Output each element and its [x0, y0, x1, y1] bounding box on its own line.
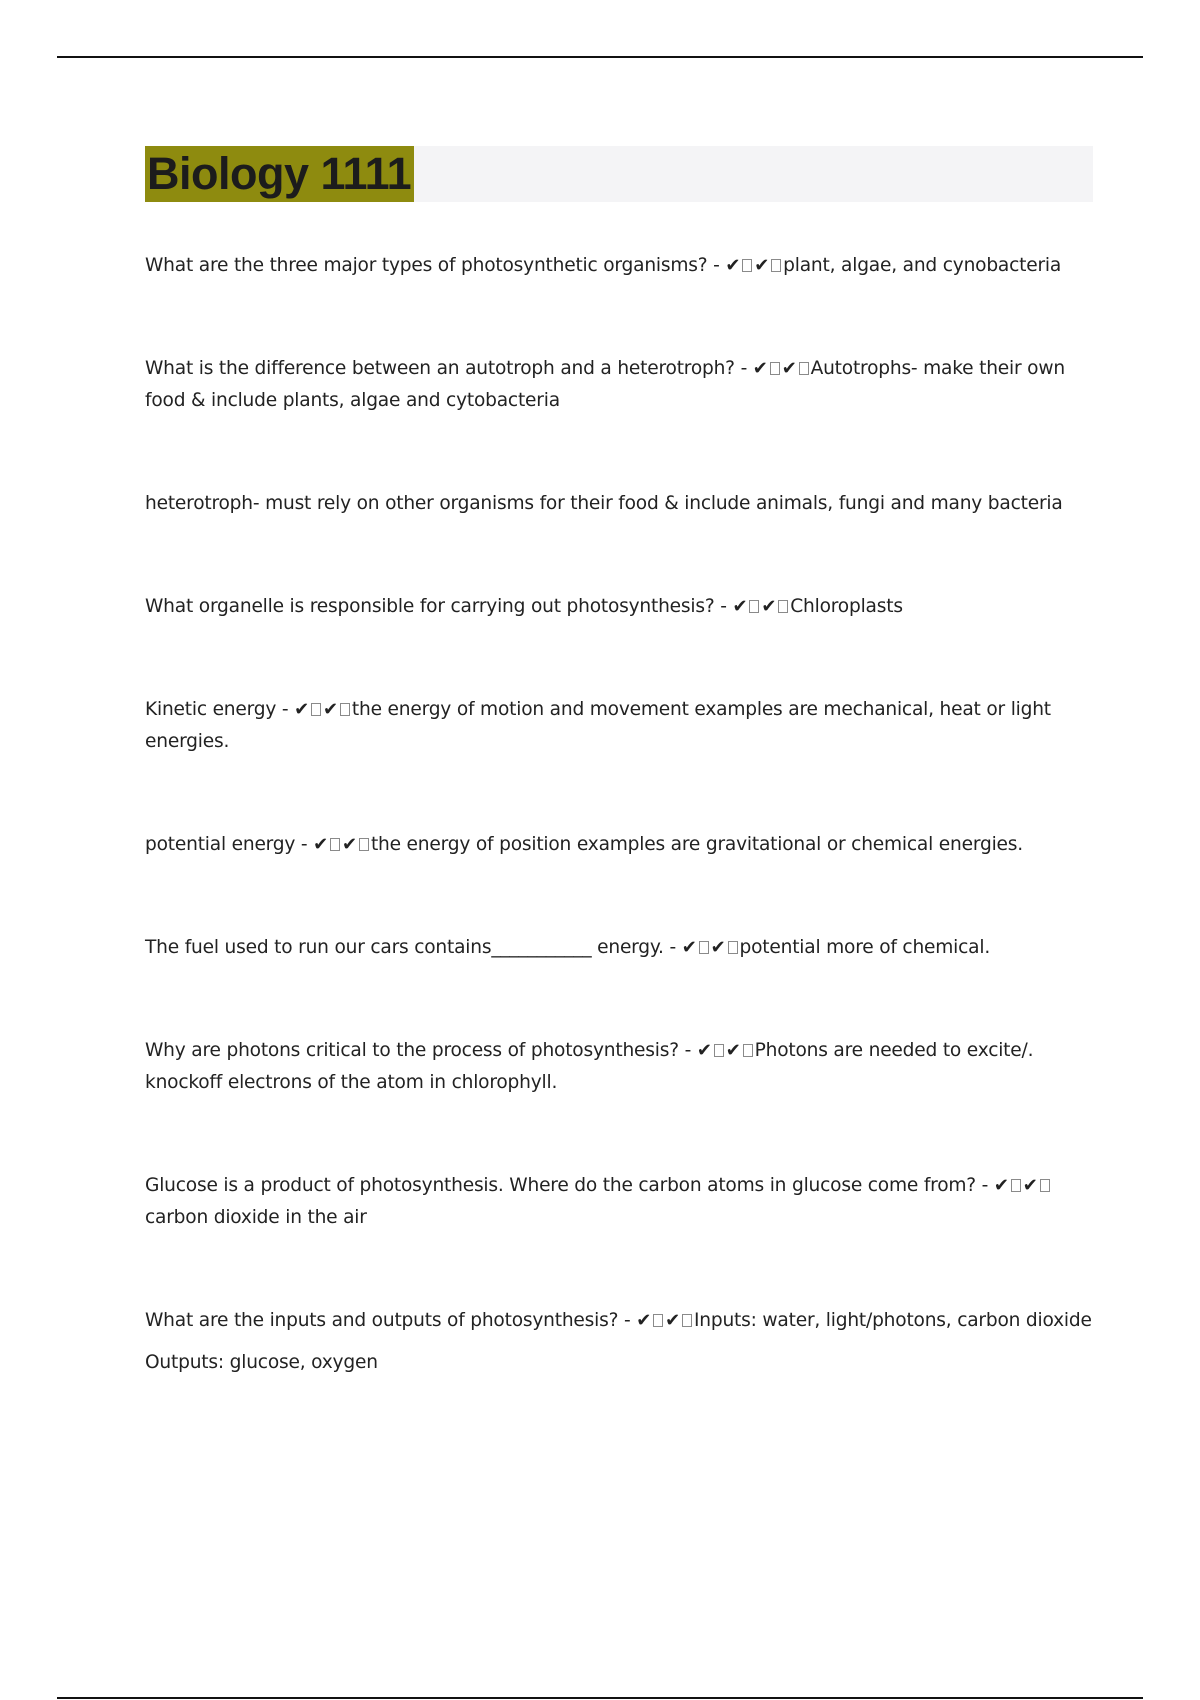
qa-entry [145, 591, 1093, 623]
question-text: The fuel used to run our cars contains___________ energy. - [145, 937, 676, 958]
answer-marker [294, 699, 352, 720]
qa-continuation [145, 488, 1093, 520]
question-text: What are the three major types of photosynthetic organisms? - [145, 255, 720, 276]
empty-box-icon [728, 941, 738, 954]
empty-box-icon [682, 1314, 692, 1327]
question-text: What is the difference between an autotroph and a heterotroph? - [145, 358, 748, 379]
answer-text: potential more of chemical. [739, 937, 991, 958]
empty-box-icon [311, 703, 321, 716]
empty-box-icon [714, 1044, 724, 1057]
answer-marker [994, 1175, 1052, 1196]
empty-box-icon [749, 600, 759, 613]
checkmark-icon: ✔ [294, 699, 309, 720]
answer-marker [313, 834, 371, 855]
empty-box-icon [1011, 1179, 1021, 1192]
empty-box-icon [1040, 1179, 1050, 1192]
answer-marker [753, 358, 811, 379]
checkmark-icon: ✔ [323, 699, 338, 720]
qa-entry [145, 353, 1093, 417]
qa-continuation [145, 1347, 1093, 1379]
empty-box-icon [699, 941, 709, 954]
answer-text: the energy of position examples are gravitational or chemical energies. [370, 834, 1023, 855]
top-rule [57, 56, 1143, 58]
question-text: Glucose is a product of photosynthesis. Where do the carbon atoms in glucose come from? - [145, 1175, 989, 1196]
qa-entry [145, 932, 1093, 964]
checkmark-icon: ✔ [993, 1175, 1009, 1196]
empty-box-icon [799, 362, 809, 375]
answer-text: carbon dioxide in the air [145, 1207, 367, 1228]
question-text: What are the inputs and outputs of photosynthesis? - [145, 1310, 631, 1331]
answer-text: Autotrophs- make their own food & include plants, algae and cytobacteria [145, 358, 1065, 411]
checkmark-icon: ✔ [725, 255, 741, 276]
answer-marker [697, 1040, 755, 1061]
question-text: What organelle is responsible for carrying out photosynthesis? - [145, 596, 727, 617]
checkmark-icon: ✔ [696, 1040, 712, 1061]
answer-text: heterotroph- must rely on other organisms for their food & include animals, fungi and many bacteria [145, 493, 1063, 514]
qa-entry [145, 829, 1093, 861]
checkmark-icon: ✔ [681, 937, 697, 958]
answer-text: Inputs: water, light/photons, carbon dioxide [694, 1310, 1092, 1331]
answer-text: Outputs: glucose, oxygen [145, 1352, 378, 1373]
empty-box-icon [359, 838, 369, 851]
answer-text: the energy of motion and movement examples are mechanical, heat or light energies. [145, 699, 1051, 752]
empty-box-icon [340, 703, 350, 716]
answer-text: Chloroplasts [790, 596, 903, 617]
empty-box-icon [771, 259, 781, 272]
checkmark-icon: ✔ [313, 834, 329, 855]
empty-box-icon [770, 362, 780, 375]
answer-marker [725, 255, 783, 276]
empty-box-icon [330, 838, 340, 851]
checkmark-icon: ✔ [342, 834, 357, 855]
empty-box-icon [742, 259, 752, 272]
qa-entry [145, 1170, 1093, 1234]
question-text: Kinetic energy - [145, 699, 289, 720]
qa-entry [145, 694, 1093, 758]
checkmark-icon: ✔ [754, 255, 770, 276]
empty-box-icon [778, 600, 788, 613]
checkmark-icon: ✔ [761, 596, 777, 617]
answer-text: plant, algae, and cynobacteria [783, 255, 1062, 276]
qa-entry [145, 1035, 1093, 1099]
answer-marker [682, 937, 740, 958]
checkmark-icon: ✔ [781, 358, 797, 379]
answer-marker [732, 596, 790, 617]
document-title: Biology 1111 [145, 146, 414, 202]
checkmark-icon: ✔ [725, 1040, 741, 1061]
checkmark-icon: ✔ [752, 358, 768, 379]
bottom-rule [57, 1697, 1143, 1699]
qa-list [145, 250, 1093, 1450]
checkmark-icon: ✔ [732, 596, 748, 617]
empty-box-icon [653, 1314, 663, 1327]
question-text: potential energy - [145, 834, 308, 855]
qa-entry [145, 1305, 1093, 1337]
answer-text: Photons are needed to excite/. knockoff electrons of the atom in chlorophyll. [145, 1040, 1034, 1093]
answer-marker [636, 1310, 694, 1331]
qa-entry [145, 250, 1093, 282]
checkmark-icon: ✔ [710, 937, 726, 958]
checkmark-icon: ✔ [1022, 1175, 1038, 1196]
question-text: Why are photons critical to the process of photosynthesis? - [145, 1040, 692, 1061]
checkmark-icon: ✔ [665, 1310, 680, 1331]
checkmark-icon: ✔ [636, 1310, 652, 1331]
empty-box-icon [743, 1044, 753, 1057]
